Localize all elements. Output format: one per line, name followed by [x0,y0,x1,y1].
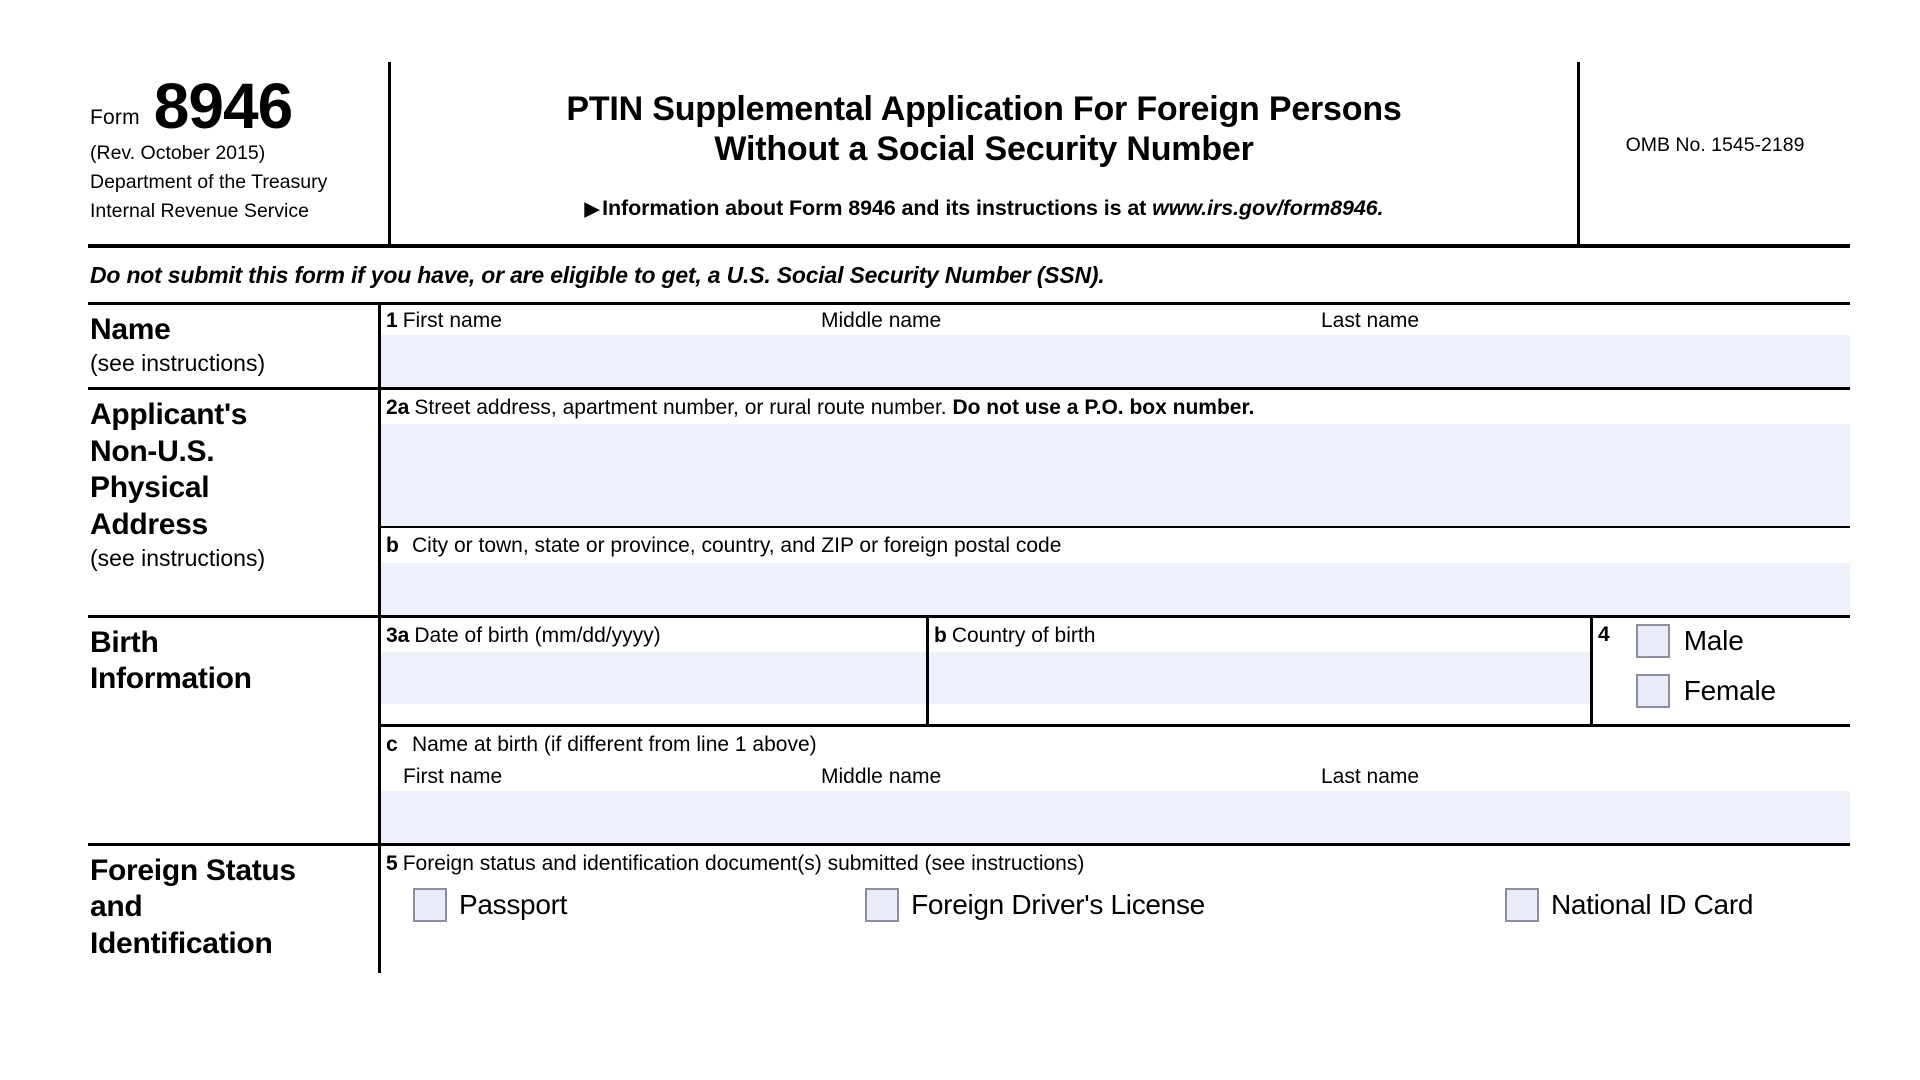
passport-label: Passport [459,888,568,920]
line-3a-number: 3a [386,623,410,647]
male-label: Male [1683,624,1744,656]
section-address-title-3: Physical [90,471,210,505]
form-title-block [391,62,1577,244]
female-label: Female [1683,674,1776,706]
line-1-name-input[interactable] [381,335,1850,387]
section-name-label [88,305,378,387]
section-address-title-4: Address [90,507,208,541]
section-foreign-status [88,843,1850,973]
line-1-middle-name-caption: Middle name [821,309,942,332]
line-5-caption [381,846,1850,880]
section-name-subtitle: (see instructions) [90,349,266,376]
gender-options [1614,624,1776,724]
line-3c-last-name-caption: Last name [1321,764,1420,788]
document-option-national-id[interactable] [1505,888,1753,922]
male-checkbox[interactable] [1636,624,1670,658]
section-foreign-status-title-3: Identification [90,926,273,960]
form-info-line [409,196,1559,221]
section-birth-title-2: Information [90,662,252,696]
national-id-checkbox[interactable] [1505,888,1539,922]
line-2a-number: 2a [386,396,410,420]
gender-option-female[interactable] [1636,674,1776,708]
gender-option-male[interactable] [1636,624,1776,658]
omb-block [1577,62,1850,244]
section-address-subtitle: (see instructions) [90,544,266,571]
line-3b-number: b [934,623,947,647]
line-3a-cell [381,618,926,724]
section-address-title-2: Non-U.S. [90,434,215,468]
section-name-title: Name [90,313,171,346]
line-2a-row [381,390,1850,526]
form-identity-block [88,62,391,244]
line-3b-country-input[interactable] [929,652,1590,704]
document-options [381,880,1850,922]
form-revision: (Rev. October 2015) [90,141,266,164]
line-3c-first-name-caption: First name [403,764,503,788]
form-title-line-1: PTIN Supplemental Application For Foreign Persons [566,90,1402,128]
line-3b-cell [926,618,1590,724]
line-2b-number: b [386,534,399,558]
line-2a-street-input[interactable] [381,424,1850,526]
section-name [88,302,1850,387]
line-1-first-name-caption [386,309,502,333]
form-info-text: Information about Form 8946 and its instructions is at [602,195,1153,220]
line-3c-number: c [386,732,398,756]
line-2a-text: Street address, apartment number, or rural route number. [414,396,953,420]
line-3c-name-input[interactable] [381,791,1850,843]
department-line-1: Department of the Treasury [90,170,328,193]
line-3c-captions [381,761,1850,791]
section-name-body [378,305,1850,387]
document-option-passport[interactable] [413,888,567,922]
department-line-2: Internal Revenue Service [90,199,309,222]
line-1-row [381,305,1850,387]
drivers-license-checkbox[interactable] [865,888,899,922]
line-3c-caption [381,727,1850,761]
line-1-captions [381,305,1850,335]
line-3a-caption [381,618,926,652]
form-title-line-2: Without a Social Security Number [714,129,1254,168]
line-2a-bold-text: Do not use a P.O. box number. [952,396,1255,420]
line-5-number: 5 [386,851,398,875]
section-address-title-1: Applicant's [90,398,248,432]
section-birth [88,615,1850,843]
line-3b-caption [929,618,1590,652]
section-birth-label [88,618,378,843]
warning-text: Do not submit this form if you have, or are eligible to get, a U.S. Social Security Number (SSN). [90,262,1105,288]
section-address-body [378,390,1850,614]
line-3a-dob-input[interactable] [381,652,926,704]
passport-checkbox[interactable] [413,888,447,922]
section-address [88,387,1850,614]
section-address-label [88,390,378,614]
line-4-cell [1590,618,1850,724]
line-1-number: 1 [386,309,398,332]
line-2b-text: City or town, state or province, country, and ZIP or foreign postal code [412,534,1062,558]
line-5-text: Foreign status and identification document(s) submitted (see instructions) [402,851,1085,875]
line-1-last-name-caption: Last name [1321,309,1420,332]
form-number: 8946 [153,70,293,142]
drivers-license-label: Foreign Driver's License [911,888,1205,920]
line-3c-row [381,724,1850,843]
form-number-row [88,62,378,142]
line-3c-text: Name at birth (if different from line 1 above) [412,732,817,756]
omb-number: OMB No. 1545-2189 [1625,134,1805,156]
form-header [88,62,1850,248]
section-foreign-status-body [378,846,1850,973]
line-2b-city-input[interactable] [381,563,1850,615]
form-word-label: Form [90,105,140,129]
line-2b-row [381,526,1850,614]
section-foreign-status-label [88,846,378,973]
line-1-first-name-text: First name [402,309,502,332]
line-3a-text: Date of birth (mm/dd/yyyy) [414,623,661,647]
national-id-label: National ID Card [1550,888,1754,920]
form-info-url[interactable]: www.irs.gov/form8946. [1152,195,1384,220]
line-3c-middle-name-caption: Middle name [821,764,942,788]
form-8946-sheet [88,62,1850,973]
line-2a-caption [381,390,1850,424]
right-arrow-icon: ▶ [584,198,600,220]
section-foreign-status-title-1: Foreign Status [90,853,296,887]
female-checkbox[interactable] [1636,674,1670,708]
section-birth-title-1: Birth [90,625,159,659]
section-foreign-status-title-2: and [90,890,143,924]
line-2b-caption [381,528,1850,562]
section-birth-body [378,618,1850,843]
line-3b-text: Country of birth [951,623,1096,647]
document-option-drivers-license[interactable] [865,888,1205,922]
birth-top-row [381,618,1850,724]
line-4-number: 4 [1598,622,1610,646]
